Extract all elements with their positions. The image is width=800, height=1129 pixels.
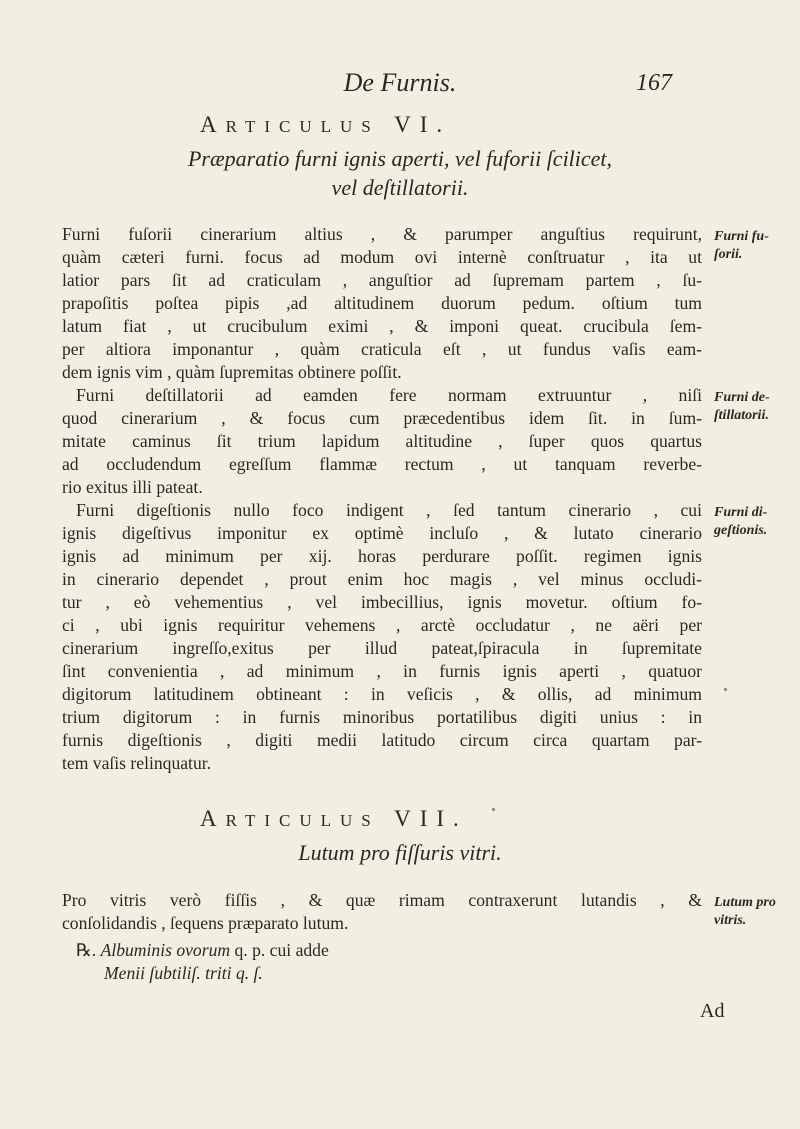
recipe-ingredient-albumen: Albuminis ovorum — [100, 940, 231, 960]
article-vi-line: prapoſitis poſtea pipis ,ad altitudinem duorum pedum. oſtium tum — [62, 293, 702, 313]
article-vi-line: tem vaſis relinquatur. — [62, 753, 212, 773]
margin-note-line: geſtionis. — [714, 522, 768, 538]
article-vi-line: ignis ad minimum per xij. horas perdurare poſſit. regimen ignis — [62, 546, 702, 566]
article-vi-line: furnis digeſtionis , digiti medii latitudo circum circa quartam par- — [62, 730, 702, 750]
article-vi-line: quàm cæteri furni. focus ad modum ovi internè conſtruatur , ita ut — [62, 247, 702, 267]
margin-note-line: Furni fu- — [714, 229, 769, 244]
article-vii-line: conſolidandis , ſequens præparato lutum. — [62, 913, 349, 933]
article-vi-line: per altiora imponantur , quàm craticula eſt , ut fundus vaſis eam- — [62, 339, 702, 359]
margin-note-line: ſorii. — [714, 246, 743, 262]
article-vi-subtitle-line-2: vel deſtillatorii. — [331, 175, 469, 200]
article-vi-line: digitorum latitudinem obtineant : in veſicis , & ollis, ad minimum — [62, 684, 702, 704]
margin-note-line: Furni di- — [714, 505, 768, 520]
article-vi-line: Furni fuſorii cinerarium altius , & parumper anguſtius requirunt, — [62, 224, 702, 244]
margin-note-furni-destillatorii — [714, 389, 770, 424]
article-vi-heading-initial: A — [200, 112, 226, 137]
recipe-ingredient-minium: Menii ſubtiliſ. triti q. ſ. — [104, 963, 263, 983]
article-vi-line: Furni deſtillatorii ad eamden fere normam extruuntur , niſi — [76, 385, 702, 405]
margin-note-lutum-pro-vitris — [714, 894, 776, 929]
article-vi-line: latum fiat , ut crucibulum eximi , & imponi queat. crucibula ſem- — [62, 316, 702, 336]
article-vi-heading-word: RTICULUS — [225, 117, 380, 136]
article-vi-line: latior pars ſit ad craticulam , anguſtior ad ſupremam partem , ſu- — [62, 270, 702, 290]
article-vi-heading-numeral: VI. — [394, 112, 452, 137]
article-vi-line: tur , eò vehementius , vel imbecillius, ignis movetur. oſtium fo- — [62, 592, 702, 612]
recipe-line-1-rest: q. p. cui adde — [230, 940, 329, 960]
article-vi-line: ſint convenientia , ad minimum , in furnis ignis aperti , quatuor — [62, 661, 702, 681]
article-vi-line: rio exitus illi pateat. — [62, 477, 203, 497]
article-vi-line: in cinerario dependet , prout enim hoc magis , vel minus occludi- — [62, 569, 702, 589]
article-vi-line: ci , ubi ignis requiritur vehemens , arctè occludatur , ne aëri per — [62, 615, 702, 635]
article-vi-line: ad occludendum egreſſum flammæ rectum , ut tanquam reverbe- — [62, 454, 702, 474]
article-vii-heading-numeral: VII. — [394, 806, 468, 831]
article-vii-line: Pro vitris verò fiſſis , & quæ rimam contraxerunt lutandis , & — [62, 890, 702, 910]
article-vi-line: ignis digeſtivus imponitur ex optimè incluſo , & lutato cinerario — [62, 523, 702, 543]
article-vi-heading — [200, 112, 451, 138]
article-vi-line: mitate caminus ſit trium lapidum altitudine , ſuper quos quartus — [62, 431, 702, 451]
recipe-line-1 — [76, 940, 329, 961]
paper-speck — [724, 688, 727, 691]
margin-note-furni-fusorii — [714, 228, 769, 263]
page-number: 167 — [636, 70, 672, 96]
article-vii-heading-initial: A — [200, 806, 226, 831]
article-vi-line: cinerarium ingreſſo,exitus per illud pateat,ſpiracula in ſupremitate — [62, 638, 702, 658]
article-vii-subtitle: Lutum pro fiſſuris vitri. — [298, 840, 502, 865]
article-vii-heading — [200, 806, 468, 832]
catchword: Ad — [700, 1000, 725, 1022]
article-vi-line: quod cinerarium , & focus cum præcedentibus idem ſit. in ſum- — [62, 408, 702, 428]
article-vi-line: Furni digeſtionis nullo foco indigent , ſed tantum cinerario , cui — [76, 500, 702, 520]
margin-note-furni-digestionis — [714, 504, 767, 539]
article-vii-heading-word: RTICULUS — [225, 811, 380, 830]
article-vi-line: trium digitorum : in furnis minoribus portatilibus digiti unius : in — [62, 707, 702, 727]
margin-note-line: ſtillatorii. — [714, 407, 769, 423]
article-vi-line: dem ignis vim , quàm ſupremitas obtinere poſſit. — [62, 362, 402, 382]
paper-speck — [492, 808, 495, 811]
margin-note-line: Lutum pro — [714, 895, 776, 910]
recipe-line-2 — [104, 963, 263, 984]
recipe-symbol: ℞. — [76, 940, 97, 960]
running-title: De Furnis. — [343, 68, 457, 97]
article-vi-subtitle-line-1: Præparatio furni ignis aperti, vel fuforii ſcilicet, — [187, 146, 613, 171]
margin-note-line: Furni de- — [714, 390, 770, 405]
margin-note-line: vitris. — [714, 912, 747, 928]
